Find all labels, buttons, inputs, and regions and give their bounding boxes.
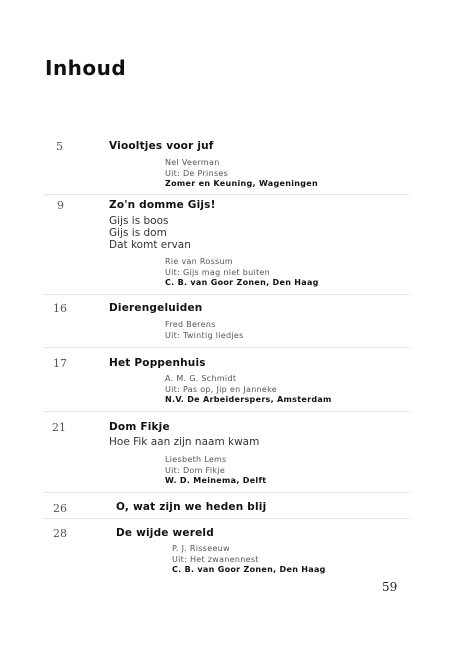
- divider: [45, 411, 410, 412]
- entry-title: Het Poppenhuis: [109, 357, 206, 369]
- entry-title: Viooltjes voor juf: [109, 140, 214, 152]
- divider: [45, 294, 410, 295]
- entry-subtitle-line: Hoe Fik aan zijn naam kwam: [109, 436, 260, 448]
- entry-publisher: C. B. van Goor Zonen, Den Haag: [165, 278, 319, 287]
- divider: [45, 347, 410, 348]
- entry-source: Uit: Pas op, Jip en Janneke: [165, 385, 278, 394]
- entry-author: P. J. Risseeuw: [172, 544, 230, 553]
- entry-page-number: 9: [57, 199, 64, 212]
- entry-subtitle-line: Gijs is boos: [109, 215, 169, 227]
- entry-author: A. M. G. Schmidt: [165, 374, 237, 383]
- page-number: 59: [382, 580, 398, 594]
- entry-page-number: 17: [53, 357, 67, 370]
- divider: [45, 518, 410, 519]
- entry-publisher: N.V. De Arbeiderspers, Amsterdam: [165, 395, 332, 404]
- entry-publisher: Zomer en Keuning, Wageningen: [165, 179, 319, 188]
- entry-author: Nel Veerman: [165, 158, 220, 167]
- entry-page-number: 21: [52, 421, 66, 434]
- entry-author: Liesbeth Lems: [165, 455, 227, 464]
- entry-title: Dom Fikje: [109, 421, 170, 433]
- divider: [45, 194, 410, 195]
- entry-publisher: W. D. Meinema, Delft: [165, 476, 267, 485]
- entry-source: Uit: Gijs mag niet buiten: [165, 268, 271, 277]
- entry-title: O, wat zijn we heden blij: [116, 501, 267, 513]
- entry-source: Uit: Het zwanennest: [172, 555, 259, 564]
- entry-page-number: 5: [56, 140, 63, 153]
- page-title: Inhoud: [45, 56, 127, 80]
- entry-title: Zo'n domme Gijs!: [109, 199, 216, 211]
- entry-subtitle-line: Dat komt ervan: [109, 239, 191, 251]
- entry-source: Uit: Twintig liedjes: [165, 331, 244, 340]
- entry-publisher: C. B. van Goor Zonen, Den Haag: [172, 565, 326, 574]
- entry-page-number: 26: [53, 502, 67, 515]
- divider: [45, 492, 410, 493]
- entry-source: Uit: De Prinses: [165, 169, 229, 178]
- entry-source: Uit: Dom Fikje: [165, 466, 226, 475]
- entry-page-number: 16: [53, 302, 67, 315]
- entry-title: De wijde wereld: [116, 527, 214, 539]
- entry-author: Fred Berens: [165, 320, 216, 329]
- entry-author: Rie van Rossum: [165, 257, 233, 266]
- entry-page-number: 28: [53, 527, 67, 540]
- entry-subtitle-line: Gijs is dom: [109, 227, 167, 239]
- entry-title: Dierengeluiden: [109, 302, 203, 314]
